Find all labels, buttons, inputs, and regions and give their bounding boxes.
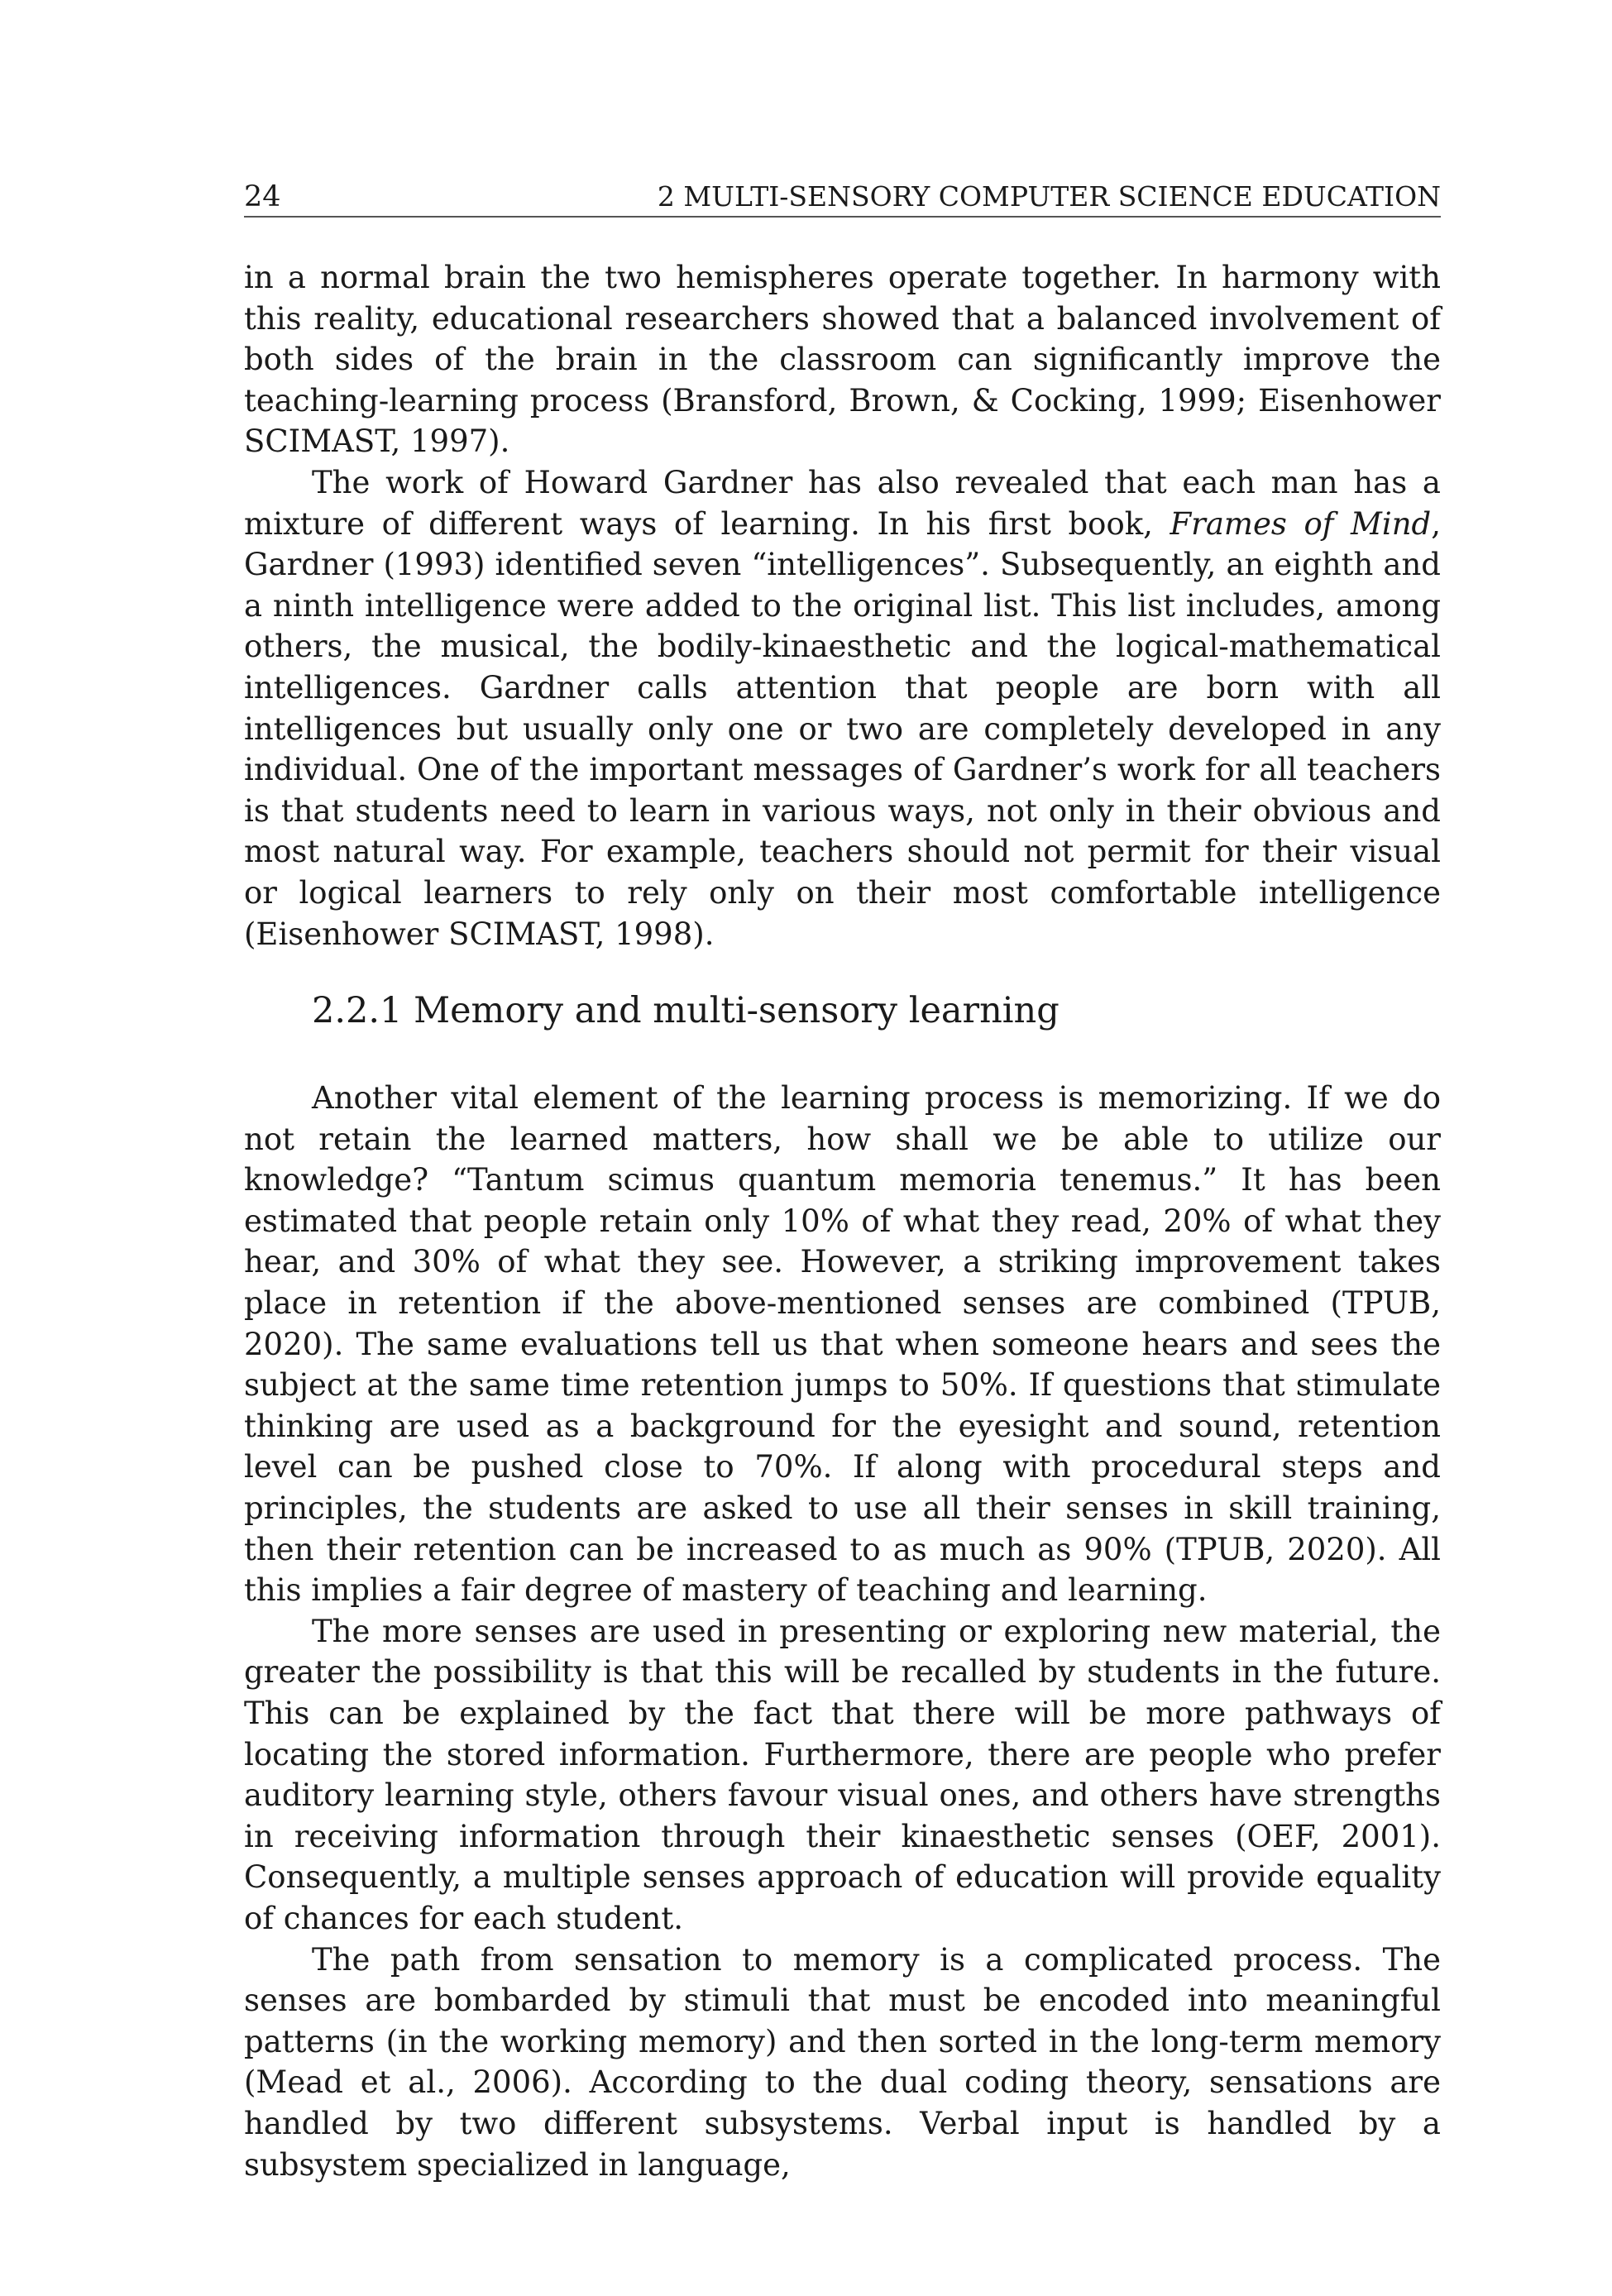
book-title-italic: Frames of Mind <box>1170 505 1432 542</box>
paragraph-continued: in a normal brain the two hemispheres operate together. In harmony with this reality, educational researchers showed that a balanced involvement of both sides of the brain in the classroom can significantly improve the teaching-learning process (Bransford, Brown, & Cocking, 1999; Eisenhower SCIMAST, 1997). <box>244 260 1441 460</box>
running-head <box>244 178 1441 218</box>
paragraph-sensation-to-memory: The path from sensation to memory is a complicated process. The senses are bombarded by stimuli that must be encoded into meaningful patterns (in the working memory) and then sorted in the long-term memory (Mead et al., 2006). According to the dual coding theory, sensations are handled by two different subsystems. Verbal input is handled by a subsystem specialized in language, <box>244 1941 1441 2183</box>
page-number: 24 <box>244 180 281 213</box>
paragraph-memorizing: Another vital element of the learning process is memorizing. If we do not retain the learned matters, how shall we be able to utilize our knowledge? “Tantum scimus quantum memoria tenemus.” It has been estimated that people retain only 10% of what they read, 20% of what they hear, and 30% of what they see. However, a striking improvement takes place in retention if the above-mentioned senses are combined (TPUB, 2020). The same evaluations tell us that when someone hears and sees the subject at the same time retention jumps to 50%. If questions that stimulate thinking are used as a background for the eyesight and sound, retention level can be pushed close to 70%. If along with procedural steps and principles, the students are asked to use all their senses in skill training, then their retention can be increased to as much as 90% (TPUB, 2020). All this implies a fair degree of mastery of teaching and learning. <box>244 1080 1441 1609</box>
paragraph-gardner <box>244 462 1441 954</box>
section-heading: 2.2.1 Memory and multi-sensory learning <box>312 990 1060 1032</box>
paragraph-gardner-text-1: The work of Howard Gardner has also revealed that each man has a mixture of different ways of learning. In his first book, <box>244 464 1441 542</box>
book-page <box>244 178 1441 2185</box>
paragraph-more-senses: The more senses are used in presenting or exploring new material, the greater the possibility is that this will be recalled by students in the future. This can be explained by the fact that there will be more pathways of locating the stored information. Furthermore, there are people who prefer auditory learning style, others favour visual ones, and others have strengths in receiving information through their kinaesthetic senses (OEF, 2001). Consequently, a multiple senses approach of education will provide equality of chances for each student. <box>244 1613 1441 1936</box>
paragraph-gardner-text-2: , Gardner (1993) identified seven “intelligences”. Subsequently, an eighth and a ninth intelligence were added to the original list. This list includes, among others, the musical, the bodily-kinaesthetic and the logical-mathematical intelligences. Gardner calls attention that people are born with all intelligences but usually only one or two are completely developed in any individual. One of the important messages of Gardner’s work for all teachers is that students need to learn in various ways, not only in their obvious and most natural way. For example, teachers should not permit for their visual or logical learners to rely only on their most comfortable intelligence (Eisenhower SCIMAST, 1998). <box>244 505 1442 952</box>
body-text <box>244 257 1441 2185</box>
running-title: 2 MULTI-SENSORY COMPUTER SCIENCE EDUCATION <box>657 180 1441 213</box>
